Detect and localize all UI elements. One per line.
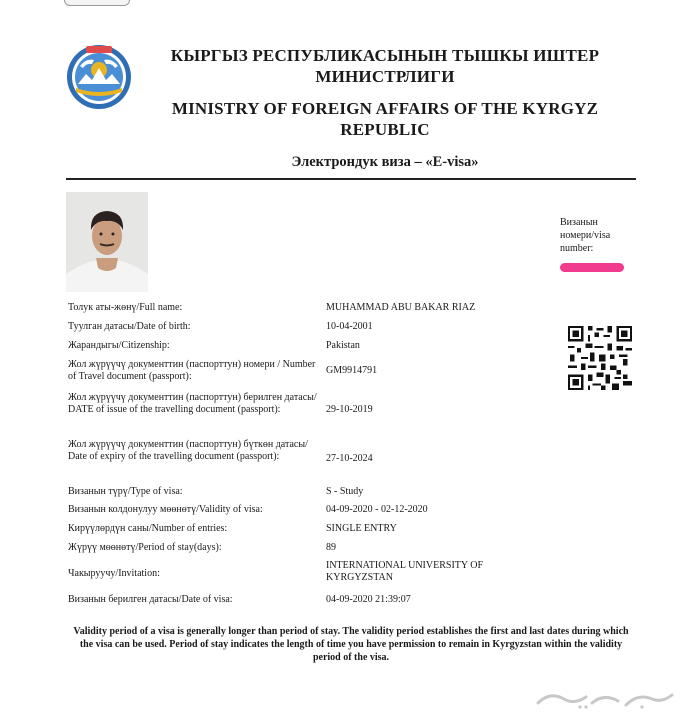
kyrgyz-emblem-icon [66, 44, 132, 110]
field-label: Кирүүлөрдүн саны/Number of entries: [68, 523, 228, 534]
field-label: Туулган датасы/Date of birth: [68, 321, 191, 332]
field-label: Жол жүрүүчү документтин (паспорттун) бүткөн датасы/ Date of expiry of the travelling document (passport): [68, 439, 308, 462]
field-value: SINGLE ENTRY [326, 523, 397, 534]
field-label: Чакыруучу/Invitation: [68, 568, 160, 579]
ministry-title-kyrgyz: КЫРГЫЗ РЕСПУБЛИКАСЫНЫН ТЫШКЫ ИШТЕР МИНИСТРЛИГИ [170, 46, 600, 86]
document-header [150, 45, 620, 140]
field-label: Визанын колдонулуу мөөнөтү/Validity of visa: [68, 504, 263, 515]
header-divider [66, 178, 636, 180]
field-value: 29-10-2019 [326, 404, 373, 415]
ministry-title-english: MINISTRY OF FOREIGN AFFAIRS OF THE KYRGYZ REPUBLIC [171, 99, 599, 139]
field-value: 10-04-2001 [326, 321, 373, 332]
field-value: 27-10-2024 [326, 453, 373, 464]
visa-number-redaction [560, 263, 624, 272]
field-label: Визанын түрү/Type of visa: [68, 486, 183, 497]
field-value: 89 [326, 542, 336, 553]
field-value: 04-09-2020 - 02-12-2020 [326, 504, 428, 515]
field-label: Жарандыгы/Citizenship: [68, 340, 170, 351]
field-label: Толук аты-жөнү/Full name: [68, 302, 183, 313]
field-label: Жол жүрүүчү документтин (паспорттун) берилген датасы/ DATE of issue of the travelling document (passport): [68, 392, 317, 415]
evisa-subtitle: Электрондук виза – «E-visa» [291, 154, 479, 170]
field-value: MUHAMMAD ABU BAKAR RIAZ [326, 302, 476, 313]
field-value: 04-09-2020 21:39:07 [326, 594, 411, 605]
field-label: Жүрүү мөөнөтү/Period of stay(days): [68, 542, 222, 553]
watermark-logo [530, 687, 680, 711]
validity-note: Validity period of a visa is generally longer than period of stay. The validity period establishes the first and last dates during which the visa can be used. Period of stay indicates the length of time you have permission to remain in Kyrgyzstan within the validity period of the visa. [73, 626, 629, 663]
field-value: GM9914791 [326, 365, 378, 376]
field-label: Визанын берилген датасы/Date of visa: [68, 594, 233, 605]
field-value: S - Study [326, 486, 364, 497]
applicant-photo [66, 192, 148, 292]
top-edge-tab [64, 0, 130, 6]
field-value: INTERNATIONAL UNIVERSITY OF KYRGYZSTAN [326, 560, 484, 583]
field-value: Pakistan [326, 340, 360, 351]
qr-code [568, 326, 632, 390]
visa-number-label: Визанын номери/visa number: [560, 217, 611, 254]
field-label: Жол жүрүүчү документтин (паспорттун) номери / Number of Travel document (passport): [68, 359, 316, 382]
